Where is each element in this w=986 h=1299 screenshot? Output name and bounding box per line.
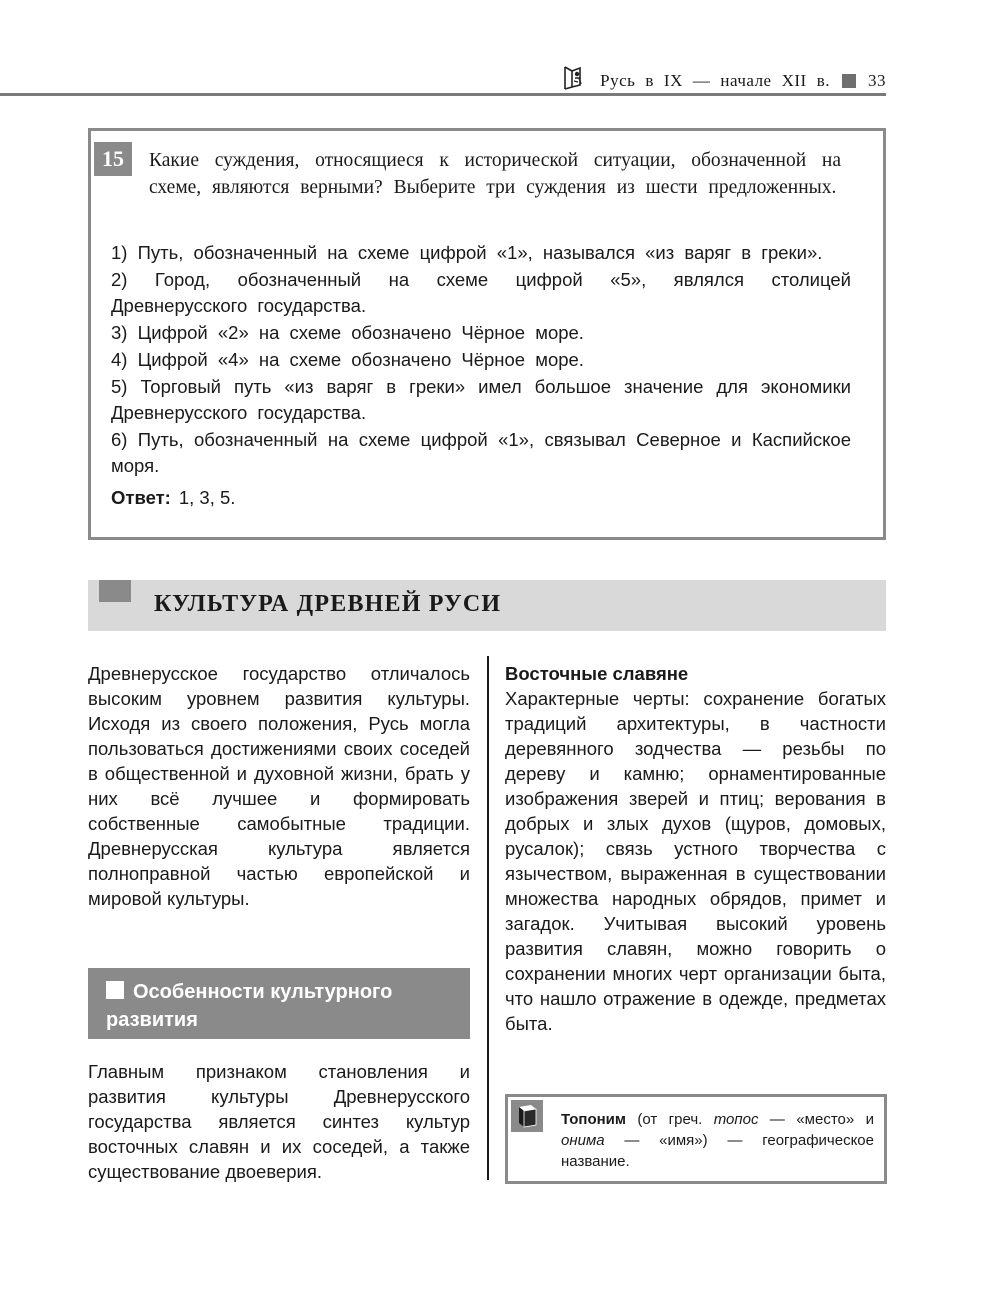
right-heading: Восточные славяне [505,663,689,684]
synthesis-paragraph: Главным признаком становления и развития культуры Древнерусского государства является синтез культур восточных славян и их соседей, а также существование двоеверия. [88,1061,470,1182]
term-definition-box [505,1094,887,1184]
header-word: в [645,70,654,90]
term-italic-word: топос [713,1111,759,1128]
answer-value: 1, 3, 5. [178,487,236,508]
term-word: Топоним [561,1111,626,1128]
subheading [106,978,456,1034]
running-header [0,55,886,96]
task-option: 5) Торговый путь «из варяг в греки» имел большое значение для экономики Древнерусского государства. [111,376,851,423]
task-option: 3) Цифрой «2» на схеме обозначено Чёрное море. [111,322,584,343]
east-slavs-paragraph: Характерные черты: сохранение богатых традиций архитектуры, в частности деревянного зодчества — резьбы по дереву и камню; орнаментированные изображения зверей и птиц; верования в добрых и злых духов (щуров, домовых, русалок); связь устного творчества с язычеством, выраженная в существовании множества народных обрядов, примет и загадок. Учитывая высокий уровень развития славян, можно говорить о сохранении многих черт организации быта, что нашло отражение в одежде, предметах быта. [505,688,886,1034]
header-word: — [692,70,711,90]
intro-paragraph: Древнерусское государство отличалось высоким уровнем развития культуры. Исходя из своего положения, Русь могла пользоваться достижениями своих соседей в общественной и духовной жизни, брать у них всё лучшее и формировать собственные самобытные традиции. Древнерусская культура является полноправной частью европейской и мировой культуры. [88,663,470,909]
page-number: 33 [868,70,886,90]
task-option: 2) Город, обозначенный на схеме цифрой «5», являлся столицей Древнерусского государства. [111,269,851,316]
section-square-marker [99,580,131,602]
term-text-part: — «место» и [758,1111,874,1128]
subheading-text: Особенности культурного развития [106,981,393,1031]
column-divider [487,656,489,1180]
header-word: в. [816,70,830,90]
section-title: КУЛЬТУРА ДРЕВНЕЙ РУСИ [154,591,502,617]
right-column [505,661,886,1036]
left-column [88,661,470,911]
term-italic-word: онима [561,1132,605,1149]
task-number: 15 [94,142,132,176]
term-text-part: (от греч. [625,1111,714,1128]
header-square-marker [842,74,856,88]
answer-label: Ответ: [111,487,171,508]
book-reader-icon [562,65,584,96]
dictionary-book-icon [511,1100,543,1132]
section-heading-bar [88,580,886,631]
task-option: 6) Путь, обозначенный на схеме цифрой «1», связывал Северное и Каспийское моря. [111,429,851,476]
task-option: 1) Путь, обозначенный на схеме цифрой «1», назывался «из варяг в греки». [111,242,823,263]
header-word: начале [720,70,772,90]
task-options [111,240,851,511]
header-word: Русь [600,70,636,90]
left-paragraph-2 [88,1059,470,1184]
task-answer [111,485,851,511]
task-box [88,128,886,540]
subheading-square-marker [106,981,124,999]
subheading-box [88,968,470,1039]
task-option: 4) Цифрой «4» на схеме обозначено Чёрное море. [111,349,584,370]
task-question: Какие суждения, относящиеся к исторической ситуации, обозначенной на схеме, являются верными? Выберите три суждения из шести предложенных. [149,150,841,198]
header-word: XII [781,70,807,90]
term-definition [561,1109,874,1172]
header-title [562,65,886,96]
term-text-part: — «имя») — географическое название. [561,1132,874,1170]
header-word: IX [663,70,683,90]
